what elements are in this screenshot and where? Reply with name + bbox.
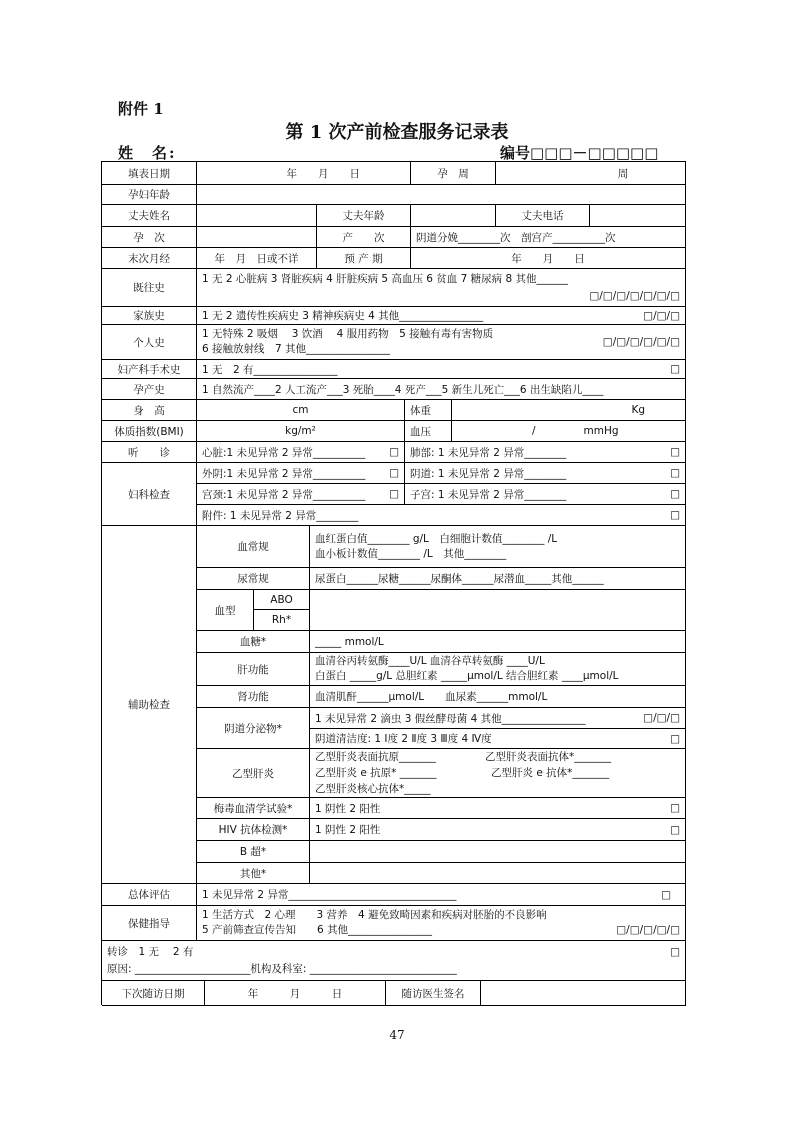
gravida-field[interactable] [197, 227, 317, 248]
vagina-field[interactable] [405, 463, 686, 484]
gestational-week-label: 孕 周 [411, 162, 496, 185]
bp-label: 血压 [405, 421, 452, 442]
next-visit-field[interactable]: 年 月 日 [205, 981, 386, 1006]
hbeag: 乙型肝炎 e 抗原* _______ [315, 767, 437, 779]
rh-label: Rh* [254, 610, 310, 631]
husband-phone-label: 丈夫电话 [496, 205, 590, 227]
name-label: 姓 名: [118, 144, 177, 162]
blood-routine-label: 血常规 [197, 526, 310, 568]
urine-field[interactable]: 尿蛋白______尿糖______尿酮体______尿潜血_____其他______ [310, 568, 686, 590]
adnexa-field[interactable] [197, 505, 686, 526]
adnexa-checkbox[interactable]: □ [670, 509, 680, 521]
parity-field[interactable]: 阴道分娩________次 剖宫产__________次 [411, 227, 686, 248]
cleanliness-checkbox[interactable]: □ [670, 732, 680, 745]
husband-name-field[interactable] [197, 205, 317, 227]
kidney-field[interactable]: 血清肌酐______μmol/L 血尿素______mmol/L [310, 686, 686, 708]
glucose-field[interactable]: _____ mmol/L [310, 631, 686, 653]
blood-routine-field[interactable] [310, 526, 686, 568]
auscultation-label: 听 诊 [102, 442, 197, 463]
ultrasound-field[interactable] [310, 841, 686, 863]
gestational-week-field[interactable]: 周 [496, 162, 686, 185]
hbsag: 乙型肝炎表面抗原_______ [315, 751, 436, 763]
blood-type-label: 血型 [197, 590, 254, 631]
lung-field[interactable] [405, 442, 686, 463]
family-history-label: 家族史 [102, 307, 197, 325]
cervix-options: 宫颈:1 未见异常 2 异常__________ [202, 488, 366, 501]
obstetric-history-label: 孕产史 [102, 379, 197, 400]
edd-field[interactable]: 年 月 日 [411, 248, 686, 269]
edd-label: 预 产 期 [317, 248, 411, 269]
pregnant-age-field[interactable] [197, 185, 686, 205]
vulva-options: 外阴:1 未见异常 2 异常__________ [202, 467, 366, 480]
bp-unit: mmHg [583, 425, 619, 437]
surgery-history-checkbox[interactable]: □ [670, 363, 680, 375]
ultrasound-label: B 超* [197, 841, 310, 863]
blood-routine-line2: 血小板计数值________ /L 其他________ [315, 547, 507, 560]
husband-phone-field[interactable] [590, 205, 686, 227]
gyn-exam-label: 妇科检查 [102, 463, 197, 526]
guidance-line1: 1 生活方式 2 心理 3 营养 4 避免致畸因素和疾病对胚胎的不良影响 [202, 909, 547, 921]
bp-field[interactable] [452, 421, 686, 442]
height-label: 身 高 [102, 400, 197, 421]
cervix-checkbox[interactable]: □ [389, 488, 399, 500]
overall-checkbox[interactable]: □ [661, 888, 671, 901]
personal-history-line1: 1 无特殊 2 吸烟 3 饮酒 4 服用药物 5 接触有毒有害物质 [202, 328, 494, 340]
past-history-checkboxes[interactable]: □/□/□/□/□/□/□ [589, 290, 680, 302]
hbsab: 乙型肝炎表面抗体*_______ [485, 751, 611, 763]
glucose-label: 血糖* [197, 631, 310, 653]
hiv-field[interactable] [310, 819, 686, 841]
height-field[interactable]: cm [197, 400, 405, 421]
guidance-label: 保健指导 [102, 906, 197, 941]
doctor-signature-field[interactable] [481, 981, 686, 1006]
hiv-checkbox[interactable]: □ [670, 823, 680, 836]
surgery-history-label: 妇产科手术史 [102, 360, 197, 379]
referral-options: 转诊 1 无 2 有 [107, 945, 194, 958]
syphilis-label: 梅毒血清学试验* [197, 798, 310, 819]
past-history-field[interactable] [197, 269, 686, 307]
lmp-field[interactable]: 年 月 日或不详 [197, 248, 317, 269]
parity-label: 产 次 [317, 227, 411, 248]
liver-field[interactable] [310, 653, 686, 686]
weight-label: 体重 [405, 400, 452, 421]
hiv-label: HIV 抗体检测* [197, 819, 310, 841]
family-history-options: 1 无 2 遗传性疾病史 3 精神疾病史 4 其他________________ [202, 310, 484, 322]
referral-field[interactable] [102, 941, 686, 981]
weight-field[interactable]: Kg [452, 400, 686, 421]
kidney-label: 肾功能 [197, 686, 310, 708]
doctor-signature-label: 随访医生签名 [386, 981, 481, 1006]
past-history-label: 既往史 [102, 269, 197, 307]
hepb-field[interactable] [310, 749, 686, 798]
personal-history-label: 个人史 [102, 325, 197, 360]
referral-reason: 原因: ______________________机构及科室: ____________________________ [107, 962, 457, 975]
guidance-checkboxes[interactable]: □/□/□/□/□ [616, 924, 680, 936]
heart-checkbox[interactable]: □ [389, 446, 399, 458]
uterus-field[interactable] [405, 484, 686, 505]
discharge-options: 1 未见异常 2 滴虫 3 假丝酵母菌 4 其他________________ [315, 712, 586, 725]
family-history-field[interactable] [197, 307, 686, 325]
husband-age-label: 丈夫年龄 [317, 205, 411, 227]
cervix-field[interactable] [197, 484, 405, 505]
blood-routine-line1: 血红蛋白值________ g/L 白细胞计数值________ /L [315, 532, 558, 545]
vagina-checkbox[interactable]: □ [670, 467, 680, 479]
personal-history-field[interactable] [197, 325, 686, 360]
page-number: 47 [389, 1028, 405, 1042]
next-visit-label: 下次随访日期 [102, 981, 205, 1006]
lung-options: 肺部: 1 未见异常 2 异常________ [410, 446, 567, 459]
overall-options: 1 未见异常 2 异常________________________________ [202, 889, 457, 901]
vulva-checkbox[interactable]: □ [389, 467, 399, 479]
blood-type-field[interactable] [310, 590, 686, 631]
pregnant-age-label: 孕妇年龄 [102, 185, 197, 205]
fill-date-field[interactable]: 年 月 日 [197, 162, 411, 185]
vulva-field[interactable] [197, 463, 405, 484]
liver-line1: 血清谷丙转氨酶____U/L 血清谷草转氨酶 ____U/L [315, 655, 545, 667]
bmi-label: 体质指数(BMI) [102, 421, 197, 442]
hbeab: 乙型肝炎 e 抗体*_______ [491, 767, 610, 779]
gravida-label: 孕 次 [102, 227, 197, 248]
vagina-options: 阴道: 1 未见异常 2 异常________ [410, 467, 567, 480]
surgery-history-field[interactable] [197, 360, 686, 379]
abo-label: ABO [254, 590, 310, 610]
heart-options: 心脏:1 未见异常 2 异常__________ [202, 446, 366, 459]
aux-other-field[interactable] [310, 863, 686, 884]
liver-label: 肝功能 [197, 653, 310, 686]
hbcab: 乙型肝炎核心抗体*_____ [315, 783, 431, 795]
personal-history-checkboxes[interactable]: □/□/□/□/□/□ [602, 336, 680, 348]
urine-label: 尿常规 [197, 568, 310, 590]
lmp-label: 末次月经 [102, 248, 197, 269]
uterus-options: 子宫: 1 未见异常 2 异常________ [410, 488, 567, 501]
liver-line2: 白蛋白 _____g/L 总胆红素 _____μmol/L 结合胆红素 ____μmol/L [315, 670, 619, 682]
adnexa-options: 附件: 1 未见异常 2 异常________ [202, 509, 359, 522]
hepb-label: 乙型肝炎 [197, 749, 310, 798]
aux-exam-label: 辅助检查 [102, 526, 197, 884]
family-history-checkboxes[interactable]: □/□/□ [643, 309, 680, 322]
overall-field[interactable] [197, 884, 686, 906]
obstetric-history-field[interactable]: 1 自然流产____2 人工流产___3 死胎____4 死产___5 新生儿死亡___6 出生缺陷儿____ [197, 379, 686, 400]
form-title: 第 1 次产前检查服务记录表 [285, 122, 509, 143]
cleanliness-field[interactable] [310, 729, 686, 749]
bp-slash: / [532, 425, 536, 437]
discharge-label: 阴道分泌物* [197, 708, 310, 749]
cleanliness-options: 阴道清洁度: 1 Ⅰ度 2 Ⅱ度 3 Ⅲ度 4 Ⅳ度 [315, 733, 492, 745]
guidance-line2: 5 产前筛查宣传告知 6 其他________________ [202, 924, 433, 936]
discharge-field[interactable] [310, 708, 686, 729]
uterus-checkbox[interactable]: □ [670, 488, 680, 500]
attachment-label: 附件 1 [118, 100, 164, 118]
bmi-field[interactable]: kg/m² [197, 421, 405, 442]
fill-date-label: 填表日期 [102, 162, 197, 185]
syphilis-checkbox[interactable]: □ [670, 802, 680, 814]
record-table [101, 161, 686, 1005]
syphilis-options: 1 阴性 2 阳性 [315, 802, 381, 815]
discharge-checkboxes[interactable]: □/□/□ [643, 712, 680, 724]
husband-age-field[interactable] [411, 205, 496, 227]
hiv-options: 1 阴性 2 阳性 [315, 824, 381, 836]
aux-other-label: 其他* [197, 863, 310, 884]
past-history-options: 1 无 2 心脏病 3 肾脏疾病 4 肝脏疾病 5 高血压 6 贫血 7 糖尿病 8 其他______ [202, 273, 569, 285]
overall-label: 总体评估 [102, 884, 197, 906]
heart-field[interactable] [197, 442, 405, 463]
code-label: 编号□□□－□□□□□ [500, 144, 659, 162]
guidance-field[interactable] [197, 906, 686, 941]
syphilis-field[interactable] [310, 798, 686, 819]
referral-checkbox[interactable]: □ [670, 946, 680, 958]
lung-checkbox[interactable]: □ [670, 446, 680, 458]
personal-history-line2: 6 接触放射线 7 其他________________ [202, 343, 391, 355]
surgery-history-options: 1 无 2 有________________ [202, 363, 338, 376]
husband-name-label: 丈夫姓名 [102, 205, 197, 227]
